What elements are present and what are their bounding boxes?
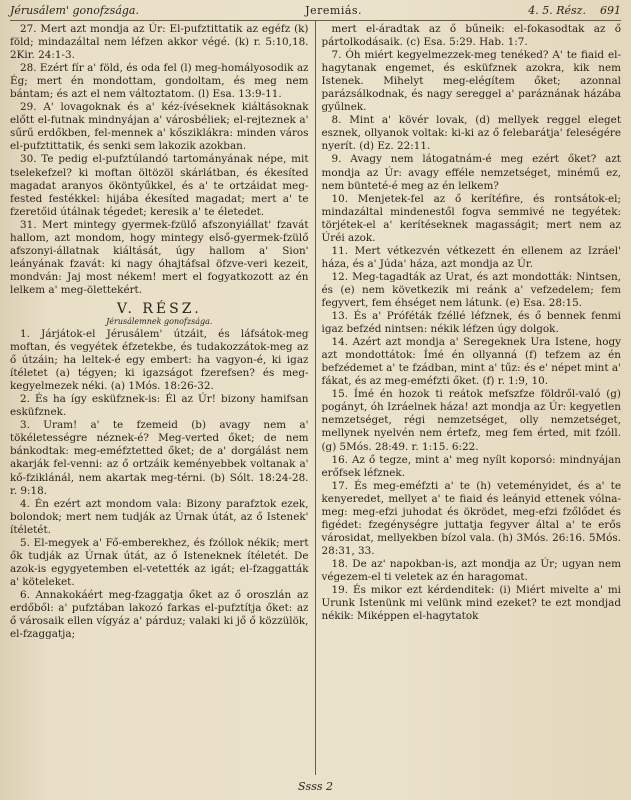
page-number: 691 — [599, 3, 621, 17]
verse-paragraph: 29. A' lovagoknak és a' kéz-ívéseknek kiáltásoknak előtt el-futnak mindnyájan a' városbéliek; el-rejteznek a' sűrű erdőkben, fel-mennek a' kősziklákra: minden város el-pufztittatik, és senki sem lakozik azokban. — [10, 101, 309, 153]
verse-paragraph: 28. Ezért fír a' föld, és oda fel (l) meg-homályosodik az Ég; mert én mondottam, gondoltam, és meg nem bántam; és azt el nem változtatom. (l) Esa. 13:9-11. — [10, 62, 309, 101]
text-columns — [10, 21, 621, 775]
verse-paragraph: 7. Óh miért kegyelmezzek-meg tenéked? A' te fiaid el-hagytanak engemet, és esküfznek azokra, kik nem Istenek. Mihelyt meg-elégítem őket; azonnal parázsálkodnak, és nagy sereggel a' paráznának házába gyűlnek. — [321, 49, 621, 114]
verse-paragraph: 5. El-megyek a' Fő-emberekhez, és fzóllok nékik; mert ők tudják az Úrnak útát, az ő Isteneknek ítéletét. De azok-is egygyetemben el-vetették az igát; el-fzaggatták a' köteleket. — [10, 536, 309, 588]
verse-paragraph: 3. Uram! a' te fzemeid (b) avagy nem a' tökéletességre néznek-é? Meg-verted őket; de nem bánkodtak: meg-eméfztetted őket; de a' dorgálást nem akarják fel-venni: az ő ortzáik keményebbek voltanak a' kő-fziklánál, nem akartak meg-térni. (b) Sólt. 18:24-28. r. 9:18. — [10, 419, 309, 497]
verse-paragraph: 27. Mert azt mondja az Úr: El-pufztittatik az egéfz (k) föld; mindazáltal nem léfzen akkor végé. (k) r. 5:10,18. 2Kir. 24:1-3. — [10, 23, 309, 62]
header-book-name: Jeremiás. — [305, 3, 363, 17]
running-header — [10, 0, 621, 21]
header-chapter: 4. 5. Rész. — [528, 3, 586, 17]
verse-paragraph: 15. Ímé én hozok ti reátok mefszfze földről-való (g) pogányt, óh Izráelnek háza! azt mondja az Úr: kegyetlen nemzetséget, régi nemzetséget, olly nemzetséget, mellynek nyelvén nem értefz, meg fem érted, mit fzóll. (g) 5Mós. 28:49. r. 1:15. 6:22. — [321, 388, 621, 453]
verse-paragraph: 2. És ha így esküfznek-is: Él az Úr! bizony hamifsan esküfznek. — [10, 393, 309, 419]
verse-paragraph: 8. Mint a' kövér lovak, (d) mellyek reggel eleget esznek, ollyanok voltak: ki-ki az ő felebarátja' feleségére nyerít. (d) Ez. 22:11. — [321, 114, 621, 153]
verse-paragraph: 12. Meg-tagadták az Urat, és azt mondották: Nintsen, és (e) nem következik mi reánk a' vefzedelem; fem fegyvert, fem éhséget nem látunk. (e) Esa. 28:15. — [321, 270, 621, 309]
verse-paragraph: 31. Mert mintegy gyermek-fzülő afszonyiállat' fzavát hallom, azt mondom, hogy mintegy első-gyermek-fzülő afszonyi-állatnak kiáltását, úgy hallom a' Sion' leányának fzavát: ki nagy óhajtáfsal öfzve-veri kezeit, mondván: Jaj most nékem! mert el fogyatkozott az én lelkem a' meg-ölettekért. — [10, 218, 309, 296]
chapter-title: V. RÉSZ. — [116, 300, 202, 317]
verse-paragraph: 6. Annakokáért meg-fzaggatja őket az ő oroszlán az erdőből: a' pufztában lakozó farkas el-pufztítja őket: az ő városaik ellen vígyáz a' párduz; valaki ki jő ő közzülök, el-fzaggatja; — [10, 588, 309, 641]
signature-mark: Ssss 2 — [298, 779, 333, 793]
header-right — [528, 4, 621, 17]
verse-paragraph: mert el-áradtak az ő bűneik: el-fokasodtak az ő pártolkodásaik. (c) Esa. 5:29. Hab. 1:7. — [321, 23, 621, 49]
verse-paragraph: 4. Én ezért azt mondom vala: Bizony parafztok ezek, bolondok; mert nem tudják az Úrnak útát, az ő Istenek' ítéletét. — [10, 497, 309, 536]
chapter-summary: Jérusálemnek gonofzsága. — [106, 316, 213, 326]
verse-paragraph: 30. Te pedig el-pufztúlandó tartományának népe, mit tselekefzel? ki moftan öltözöl skárlátban, és ékesíted magadat aranyos ököntyűkkel, és a' te ortzáidat meg-fested festékkel: hijába ékesíted magadat; mert a' te fzeretőid útálnak tégedet; keresik a' te életedet. — [10, 153, 309, 218]
verse-paragraph: 18. De az' napokban-is, azt mondja az Úr; ugyan nem végezem-el ti veletek az én haragomat. — [321, 557, 621, 583]
right-column — [316, 21, 622, 775]
verse-paragraph: 14. Azért azt mondja a' Seregeknek Ura Istene, hogy azt mondottátok: Ímé én ollyanná (f) tefzem az én befzédemet a' te fzádban, mint a' tűz: és e' népet mint a' fákat, és az meg-eméfzti őket. (f) r. 1:9, 10. — [321, 336, 621, 388]
verse-paragraph: 1. Járjátok-el Jérusálem' útzáit, és láfsátok-meg moftan, és vegyétek éfzetekbe, és tudakozzátok-meg az ő útzáin; ha leltek-é egy embert: ha vagyon-é, ki igaz ítéletet (a) tégyen; ki igazságot fzerefsen? és meg-kegyelmezek néki. (a) 1Mós. 18:26-32. — [10, 327, 309, 393]
verse-paragraph: 16. Az ő tegze, mint a' meg nyílt koporsó: mindnyájan erőfsek léfznek. — [321, 453, 621, 479]
verse-paragraph: 13. És a' Próféták fzéllé léfznek, és ő bennek fenmi igaz befzéd nintsen: nékik léfzen úgy dolgok. — [321, 310, 621, 336]
left-column — [10, 21, 316, 775]
verse-paragraph: 10. Menjetek-fel az ő kerítéfire, és rontsátok-el; mindazáltal mindenestől fogva semmivé ne tegyétek: törjétek-el a' kerítéseknek magasságit; mert nem az Úréi azok. — [321, 192, 621, 244]
page-footer — [10, 775, 621, 797]
verse-paragraph: 17. És meg-eméfzti a' te (h) veteményidet, és a' te kenyeredet, mellyet a' te fiaid és leányid ettenek vólna-meg: meg-efzi juhodat és ökrödet, meg-efzi fzőlődet és figédet: fzegénységre juttatja fegyver által a' te erős városidat, mellyekben bízol vala. (h) 3Mós. 26:16. 5Mós. 28:31, 33. — [321, 479, 621, 557]
verse-paragraph: 9. Avagy nem látogatnám-é meg ezért őket? azt mondja az Úr: avagy efféle nemzetséget, minémű ez, nem bünteté-é meg az én lelkem? — [321, 153, 621, 192]
verse-paragraph: 11. Mert vétkezvén vétkezett én ellenem az Izráel' háza, és a' Júda' háza, azt mondja az Úr. — [321, 244, 621, 270]
header-left-title: Jérusálem' gonofzsága. — [10, 3, 139, 17]
verse-paragraph: 19. És mikor ezt kérdenditek: (i) Miért mivelte a' mi Urunk Istenünk mi velünk mind ezeket? te ezt mondjad nékik: Miképpen el-hagytatok — [321, 584, 621, 623]
